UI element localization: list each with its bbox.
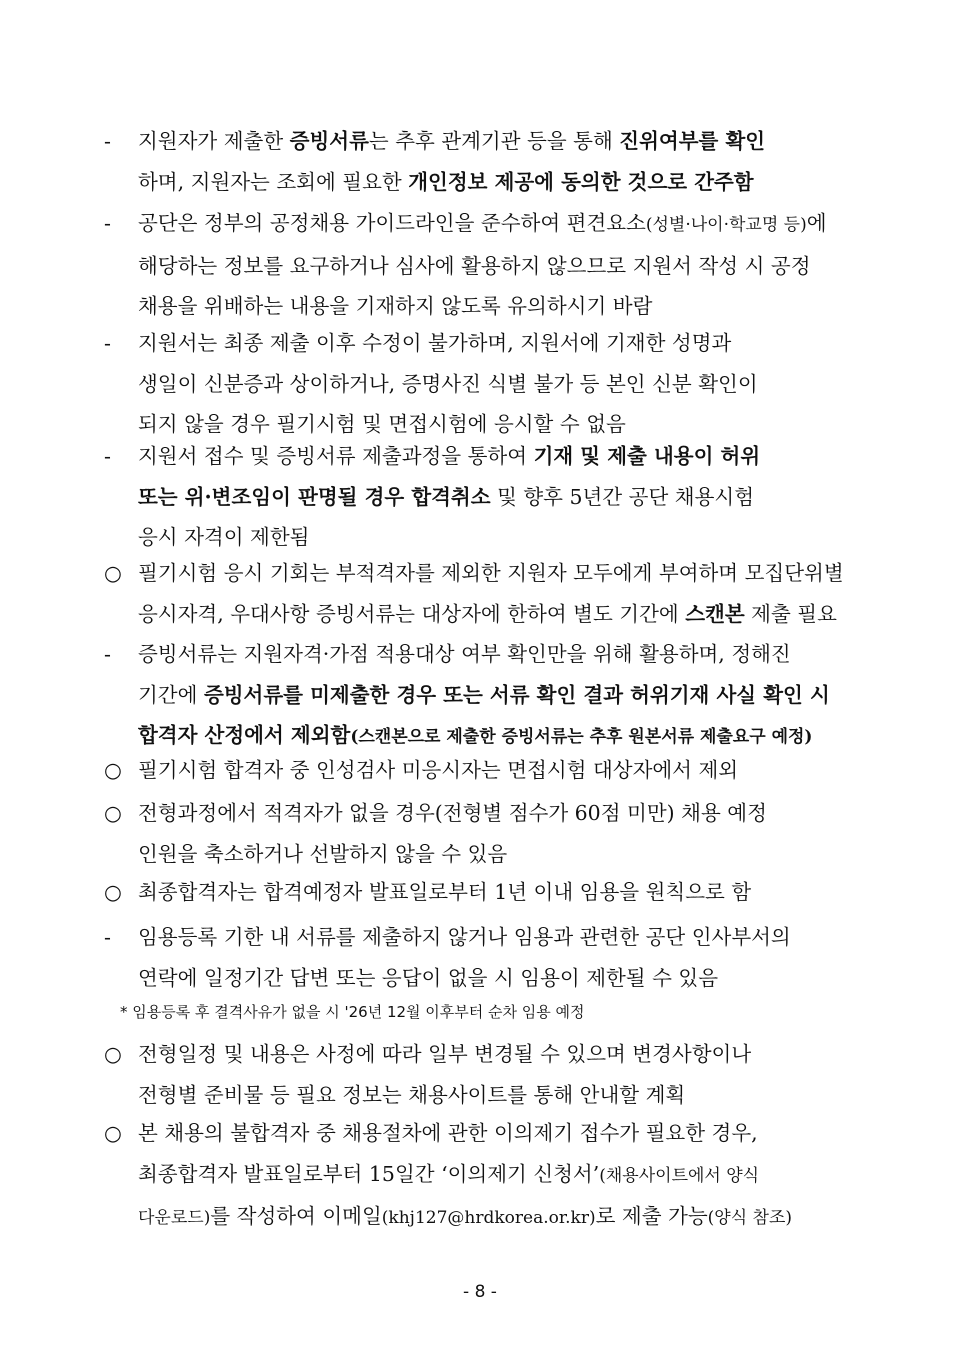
bullet-item-registration [104,917,874,998]
dash-marker: - [104,331,111,355]
text-line: ○ 필기시험 응시 기회는 부적격자를 제외한 지원자 모두에게 부여하며 모집단위별 [104,553,874,594]
text-line: ○ 최종합격자는 합격예정자 발표일로부터 1년 이내 임용을 원칙으로 함 [104,872,874,913]
bullet-item-application-final [104,323,874,445]
bullet-item-appointment [104,872,874,913]
circle-marker: ○ [104,801,122,825]
dash-marker: - [104,444,111,468]
text-line: - 증빙서류는 지원자격·가점 적용대상 여부 확인만을 위해 활용하며, 정해진 [104,634,874,675]
circle-marker: ○ [104,880,122,904]
text-line: 기간에 증빙서류를 미제출한 경우 또는 서류 확인 결과 허위기재 사실 확인 시 [138,682,830,707]
text-line: 최종합격자 발표일로부터 15일간 ‘이의제기 신청서’(채용사이트에서 양식 [138,1161,760,1186]
bullet-item-schedule-change [104,1034,874,1115]
text-line: - 임용등록 기한 내 서류를 제출하지 않거나 임용과 관련한 공단 인사부서의 [104,917,874,958]
text-line: 또는 위·변조임이 판명될 경우 합격취소 및 향후 5년간 공단 채용시험 [138,484,755,509]
bullet-item-supporting-documents [104,634,874,758]
bullet-item-verification [104,121,874,202]
circle-marker: ○ [104,758,122,782]
text-line: 연락에 일정기간 답변 또는 응답이 없을 시 임용이 제한될 수 있음 [138,965,719,990]
circle-marker: ○ [104,1042,122,1066]
text-line: 되지 않을 경우 필기시험 및 면접시험에 응시할 수 없음 [138,412,626,436]
text-line: 합격자 산정에서 제외함(스캔본으로 제출한 증빙서류는 추후 원본서류 제출요구 예정) [138,723,813,747]
circle-marker: ○ [104,561,122,585]
text-line: - 공단은 정부의 공정채용 가이드라인을 준수하여 편견요소(성별·나이·학교명 등)에 [104,203,874,246]
dash-marker: - [104,129,111,153]
text-line: 응시 자격이 제한됨 [138,525,310,549]
text-line: 채용을 위배하는 내용을 기재하지 않도록 유의하시기 바람 [138,294,653,318]
circle-marker: ○ [104,1121,122,1145]
bullet-item-objection [104,1113,874,1239]
dash-marker: - [104,642,111,666]
text-line: ○ 전형일정 및 내용은 사정에 따라 일부 변경될 수 있으며 변경사항이나 [104,1034,874,1075]
page-number: - 8 - [463,1282,497,1302]
text-line: 생일이 신분증과 상이하거나, 증명사진 식별 불가 등 본인 신분 확인이 [138,371,758,396]
text-line: 하며, 지원자는 조회에 필요한 개인정보 제공에 동의한 것으로 간주함 [138,169,754,194]
text-line: ○ 필기시험 합격자 중 인성검사 미응시자는 면접시험 대상자에서 제외 [104,750,874,791]
text-line: ○ 전형과정에서 적격자가 없을 경우(전형별 점수가 60점 미만) 채용 예정 [104,793,874,834]
bullet-item-fair-hiring [104,203,874,327]
text-line: 응시자격, 우대사항 증빙서류는 대상자에 한하여 별도 기간에 스캔본 제출 필요 [138,601,837,626]
dash-marker: - [104,925,111,949]
footnote: * 임용등록 후 결격사유가 없을 시 '26년 12월 이후부터 순차 임용 예정 [120,1003,585,1021]
text-line: - 지원서는 최종 제출 이후 수정이 불가하며, 지원서에 기재한 성명과 [104,323,874,364]
text-line: 전형별 준비물 등 필요 정보는 채용사이트를 통해 안내할 계획 [138,1082,686,1107]
email-link[interactable]: (khj127@hrdkorea.or.kr) [381,1208,596,1228]
text-line: 해당하는 정보를 요구하거나 심사에 활용하지 않으므로 지원서 작성 시 공정 [138,253,811,278]
text-line: 인원을 축소하거나 선발하지 않을 수 있음 [138,841,508,866]
text-line: ○ 본 채용의 불합격자 중 채용절차에 관한 이의제기 접수가 필요한 경우, [104,1113,874,1154]
text-line: - 지원자가 제출한 증빙서류는 추후 관계기관 등을 통해 진위여부를 확인 [104,121,874,162]
text-line: - 지원서 접수 및 증빙서류 제출과정을 통하여 기재 및 제출 내용이 허위 [104,436,874,477]
bullet-item-false-statement [104,436,874,558]
bullet-item-written-exam [104,553,874,634]
dash-marker: - [104,211,111,235]
bullet-item-no-qualified [104,793,874,874]
bullet-item-personality-test [104,750,874,791]
text-line: 다운로드)를 작성하여 이메일(khj127@hrdkorea.or.kr)로 제출 가능(양식 참조) [138,1204,792,1228]
